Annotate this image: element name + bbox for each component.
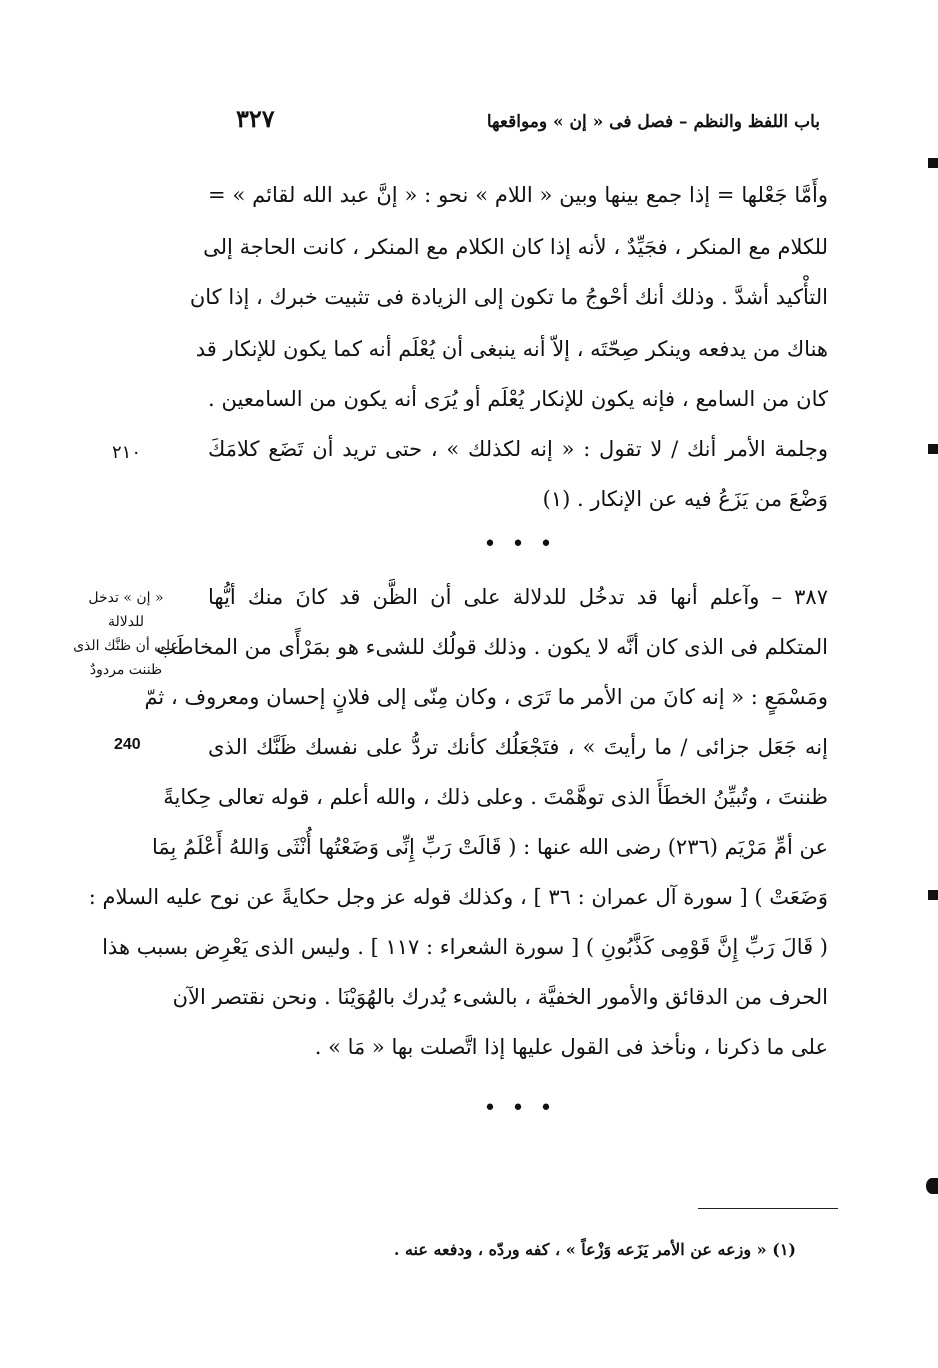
body-line: وَضْعَ من يَزَعُ فيه عن الإنكار . (١) [542,487,828,511]
scan-edge-mark [928,890,938,900]
running-header-title: باب اللفظ والنظم – فصل فى « إن » ومواقعها [486,112,820,132]
sidenote-line: ظننت مردودٌ [89,662,163,678]
body-line: المتكلم فى الذى كان أنَّه لا يكون . وذلك قولُك للشىء هو بمَرْأًى من المخاطَب [156,635,828,659]
footnote-rule [698,1208,838,1209]
body-line: عن أمِّ مَرْيَم (٢٣٦) رضى الله عنها : ( قَالَتْ رَبِّ إِنِّى وَضَعْتُها أُنْثَى وَاللهُ أَعْلَمُ بِمَا [151,835,828,859]
body-line: ( قَالَ رَبِّ إِنَّ قَوْمِى كَذَّبُونِ ) [ سورة الشعراء : ١١٧ ] . وليس الذى يَعْرِض بسبب هذا [102,935,828,959]
body-line: على ما ذكرنا ، ونأخذ فى القول عليها إذا اتَّصلت بها « مَا » . [314,1035,828,1059]
margin-page-reference: ٢١٠ [112,442,142,463]
body-line: هناك من يدفعه وينكر صِحّتَه ، إلاّ أنه ينبغى أن يُعْلَم أنه كما يكون للإنكار قد [195,337,828,361]
body-line: كان من السامع ، فإنه يكون للإنكار يُعْلَم أو يُرَى أنه يكون من السامعين . [208,387,828,411]
sidenote-line: « إن » تدخل للدلالة [88,590,164,630]
body-line: وَضَعَتْ ) [ سورة آل عمران : ٣٦ ] ، وكذلك قوله عز وجل حكايةً عن نوح عليه السلام : [88,885,828,909]
section-separator: • • • [483,532,557,557]
body-line: للكلام مع المنكر ، فجَيِّدٌ ، لأنه إذا كان الكلام مع المنكر ، كانت الحاجة إلى [203,235,828,259]
footnote: (١) « وزعه عن الأمر يَزَعه وَزْعاً » ، كفه وردّه ، ودفعه عنه . [393,1240,796,1259]
scan-edge-mark [928,158,938,168]
margin-sidenote [70,586,182,682]
body-line: التأْكيد أشدَّ . وذلك أنك أحْوجُ ما تكون إلى الزيادة فى تثبيت خبرك ، إذا كان [189,285,828,309]
body-line: وأَمَّا جَعْلها = إذا جمع بينها وبين « اللام » نحو : « إنَّ عبد الله لقائم » = [208,183,828,207]
body-line: ظننتَ ، وتُبيِّنُ الخطَأَ الذى توهَّمْتَ . وعلى ذلك ، والله أعلم ، قوله تعالى حِكايةً [163,785,828,809]
margin-page-reference: 240 [114,736,141,753]
body-line: ومَسْمَعٍ : « إنه كانَ من الأمر ما تَرَى ، وكان مِنّى إلى فلانٍ إحسان ومعروف ، ثمّ [144,685,828,709]
sidenote-line: على أن ظنَّك الذى [73,638,179,654]
scan-edge-mark [926,1178,938,1194]
body-line: وجلمة الأمر أنك / لا تقول : « إنه لكذلك » ، حتى تريد أن تَضَع كلامَكَ [208,437,828,461]
body-line: الحرف من الدقائق والأمور الخفيَّة ، بالشىء يُدرك بالهُوَيْنَا . ونحن نقتصر الآن [172,985,828,1009]
body-line: ٣٨٧ – وآعلم أنها قد تدخُل للدلالة على أن الظَّن قد كانَ منك أيُّها [208,585,828,609]
section-separator: • • • [483,1096,557,1121]
scan-edge-mark [928,444,938,454]
page-number: ٣٢٧ [236,104,275,133]
body-line: إنه جَعَل جزائى / ما رأيتَ » ، فتَجْعَلُك كأنك تردُّ على نفسك ظَنَّك الذى [208,735,828,759]
